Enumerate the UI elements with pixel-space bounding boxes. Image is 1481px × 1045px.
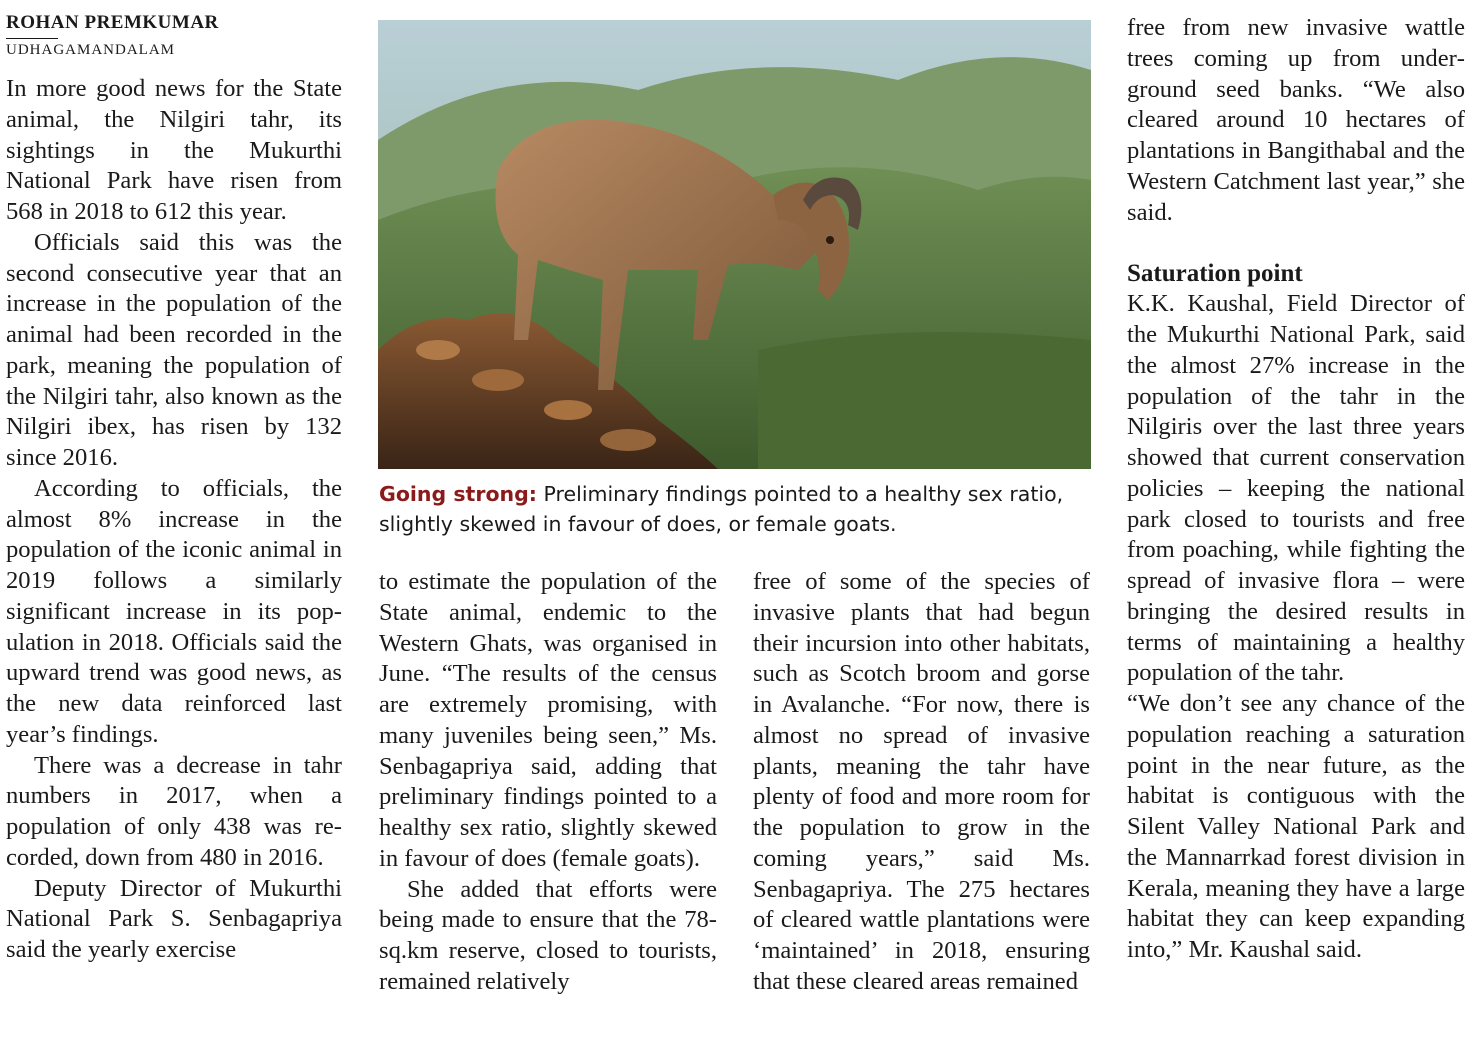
paragraph: K.K. Kaushal, Field Director of the Mukurthi National Park, said the almost 27% increase in the population of the tahr in the Nilgiris over the last three years showed that current conservation policies – keeping the national park closed to tourists and free from poaching, while fighting the spread of invasive flora – were bringing the desired results in terms of maintaining a healthy population of the tahr. [1127, 290, 1465, 687]
article-column-4 [1127, 13, 1465, 966]
paragraph: to estimate the population of the State animal, endemic to the Western Ghats, was organised in June. “The results of the census are extremely promising, with many juveniles being seen,” Ms. Senbagapriya said, adding that preliminary findings pointed to a healthy sex ratio, slightly skewed in favour of does (female goats). [379, 568, 717, 872]
caption-lead: Going strong: [379, 482, 538, 506]
article-column-2 [379, 567, 717, 998]
byline-author: ROHAN PREMKUMAR [6, 12, 219, 33]
article-column-3 [753, 567, 1090, 998]
tahr-photo [378, 20, 1091, 469]
byline-rule [6, 38, 58, 39]
subheading: Saturation point [1127, 260, 1303, 288]
photo-caption [379, 479, 1091, 539]
dateline: UDHAGAMANDALAM [6, 42, 175, 58]
paragraph: free of some of the species of invasive plants that had begun their incursion into other habitats, such as Scotch broom and gorse in Avalanche. “For now, there is almost no spread of invasive plants, meaning the tahr have plenty of food and more room for the population to grow in the coming years,” said Ms. Senbagapriya. The 275 hectares of cleared wattle plantations were ‘maintained’ in 2018, ensuring that these cleared areas remained [753, 568, 1090, 995]
paragraph: In more good news for the State animal, the Nilgiri tahr, its sightings in the Mukurthi National Park have risen from 568 in 2018 to 612 this year. [6, 75, 342, 225]
paragraph: There was a decrease in tahr numbers in 2017, when a population of only 438 was recorded, down from 480 in 2016. [6, 751, 342, 871]
paragraph: Deputy Director of Mukurthi National Park S. Senbagapriya said the yearly exercise [6, 874, 342, 963]
paragraph: free from new invasive wattle trees coming up from underground seed banks. “We also cleared around 10 hectares of plantations in Bangithabal and the Western Catchment last year,” she said. [1127, 14, 1465, 226]
caption-text: Preliminary findings pointed to a healthy sex ratio, slightly skewed in favour of does, or female goats. [379, 482, 1064, 536]
paragraph: She added that efforts were being made to ensure that the 78-sq.km reserve, closed to tourists, remained relatively [379, 875, 717, 995]
article-column-1 [6, 74, 342, 966]
paragraph: Officials said this was the second consecutive year that an increase in the population of the animal had been recorded in the park, meaning the population of the Nilgiri tahr, also known as the Nilgiri ibex, has risen by 132 since 2016. [6, 228, 342, 471]
paragraph: According to officials, the almost 8% increase in the population of the iconic animal in 2019 follows a similarly significant increase in its population in 2018. Officials said the upward trend was good news, as the new data reinforced last year’s findings. [6, 474, 342, 748]
paragraph: “We don’t see any chance of the population reaching a saturation point in the near future, as the habitat is contiguous with the Silent Valley National Park and the Mannarrkad forest division in Kerala, meaning they have a large habitat they can keep expanding into,” Mr. Kaushal said. [1127, 690, 1465, 963]
